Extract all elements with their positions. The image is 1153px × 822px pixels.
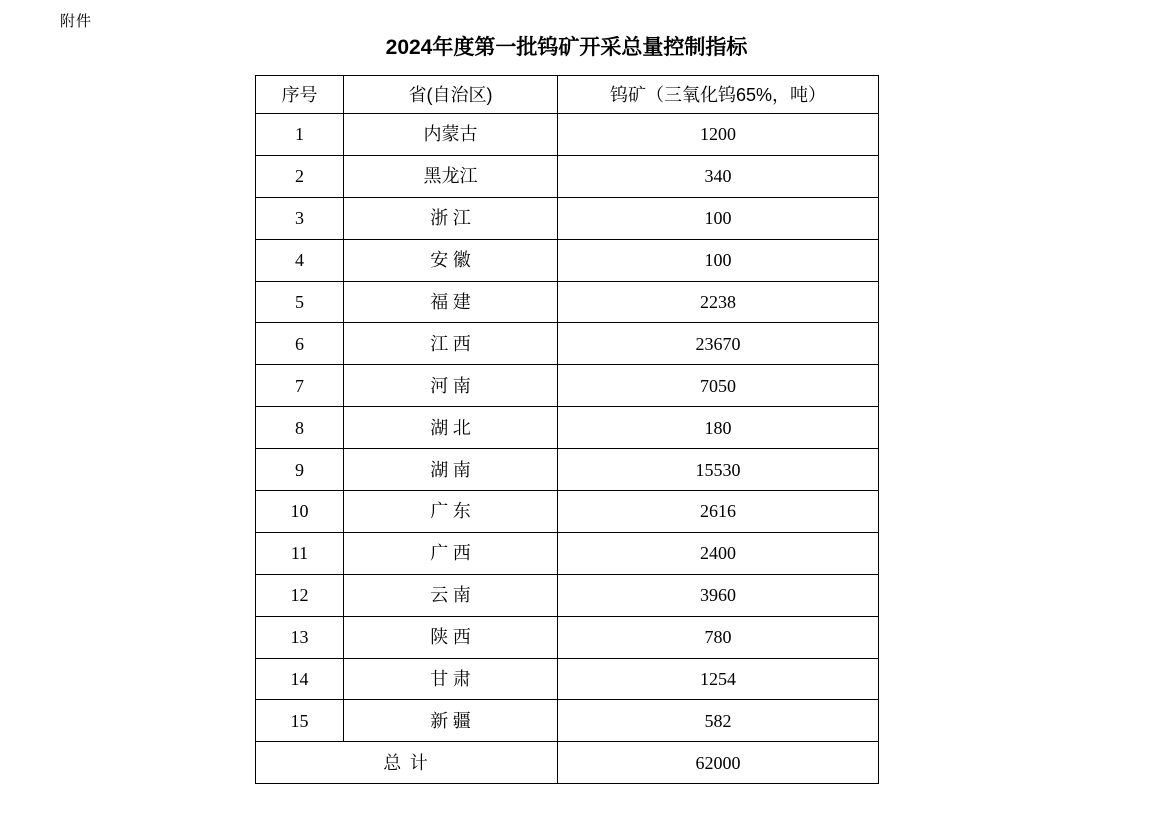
row-quota: 100 <box>558 197 879 239</box>
row-index: 1 <box>256 114 344 156</box>
table-row <box>256 365 879 407</box>
row-quota: 100 <box>558 239 879 281</box>
table-row <box>256 574 879 616</box>
row-index: 15 <box>256 700 344 742</box>
row-quota: 7050 <box>558 365 879 407</box>
row-index: 9 <box>256 449 344 491</box>
row-quota: 582 <box>558 700 879 742</box>
row-province: 湖 北 <box>344 407 558 449</box>
row-province: 新 疆 <box>344 700 558 742</box>
table-row <box>256 155 879 197</box>
table-row <box>256 700 879 742</box>
row-quota: 2238 <box>558 281 879 323</box>
row-quota: 340 <box>558 155 879 197</box>
row-index: 5 <box>256 281 344 323</box>
attachment-label: 附件 <box>60 13 93 30</box>
row-province: 黑龙江 <box>344 155 558 197</box>
row-quota: 3960 <box>558 574 879 616</box>
row-index: 14 <box>256 658 344 700</box>
row-province: 广 东 <box>344 491 558 533</box>
row-province: 江 西 <box>344 323 558 365</box>
table-row <box>256 616 879 658</box>
table-row <box>256 114 879 156</box>
row-index: 12 <box>256 574 344 616</box>
row-province: 陕 西 <box>344 616 558 658</box>
row-index: 4 <box>256 239 344 281</box>
row-province: 河 南 <box>344 365 558 407</box>
table-row <box>256 532 879 574</box>
row-index: 3 <box>256 197 344 239</box>
table-total-row <box>256 742 879 784</box>
total-label: 总 计 <box>256 742 558 784</box>
row-province: 福 建 <box>344 281 558 323</box>
row-province: 甘 肃 <box>344 658 558 700</box>
quota-table <box>255 75 879 784</box>
header-province: 省(自治区) <box>344 76 558 114</box>
table-row <box>256 491 879 533</box>
table-row <box>256 239 879 281</box>
table-row <box>256 449 879 491</box>
row-quota: 15530 <box>558 449 879 491</box>
total-quota: 62000 <box>558 742 879 784</box>
row-quota: 2616 <box>558 491 879 533</box>
row-quota: 23670 <box>558 323 879 365</box>
row-index: 2 <box>256 155 344 197</box>
row-quota: 1254 <box>558 658 879 700</box>
table-row <box>256 323 879 365</box>
row-province: 湖 南 <box>344 449 558 491</box>
table-row <box>256 658 879 700</box>
row-quota: 1200 <box>558 114 879 156</box>
table-row <box>256 407 879 449</box>
row-province: 浙 江 <box>344 197 558 239</box>
header-quota: 钨矿（三氧化钨65%，吨） <box>558 76 879 114</box>
row-index: 11 <box>256 532 344 574</box>
row-index: 7 <box>256 365 344 407</box>
header-index: 序号 <box>256 76 344 114</box>
row-quota: 780 <box>558 616 879 658</box>
table-header-row <box>256 76 879 114</box>
row-province: 安 徽 <box>344 239 558 281</box>
page-title: 2024年度第一批钨矿开采总量控制指标 <box>385 36 748 59</box>
row-index: 13 <box>256 616 344 658</box>
row-province: 广 西 <box>344 532 558 574</box>
row-quota: 2400 <box>558 532 879 574</box>
table-row <box>256 281 879 323</box>
row-index: 8 <box>256 407 344 449</box>
row-index: 10 <box>256 491 344 533</box>
table-row <box>256 197 879 239</box>
row-index: 6 <box>256 323 344 365</box>
row-province: 云 南 <box>344 574 558 616</box>
row-quota: 180 <box>558 407 879 449</box>
document-body <box>255 36 878 784</box>
row-province: 内蒙古 <box>344 114 558 156</box>
